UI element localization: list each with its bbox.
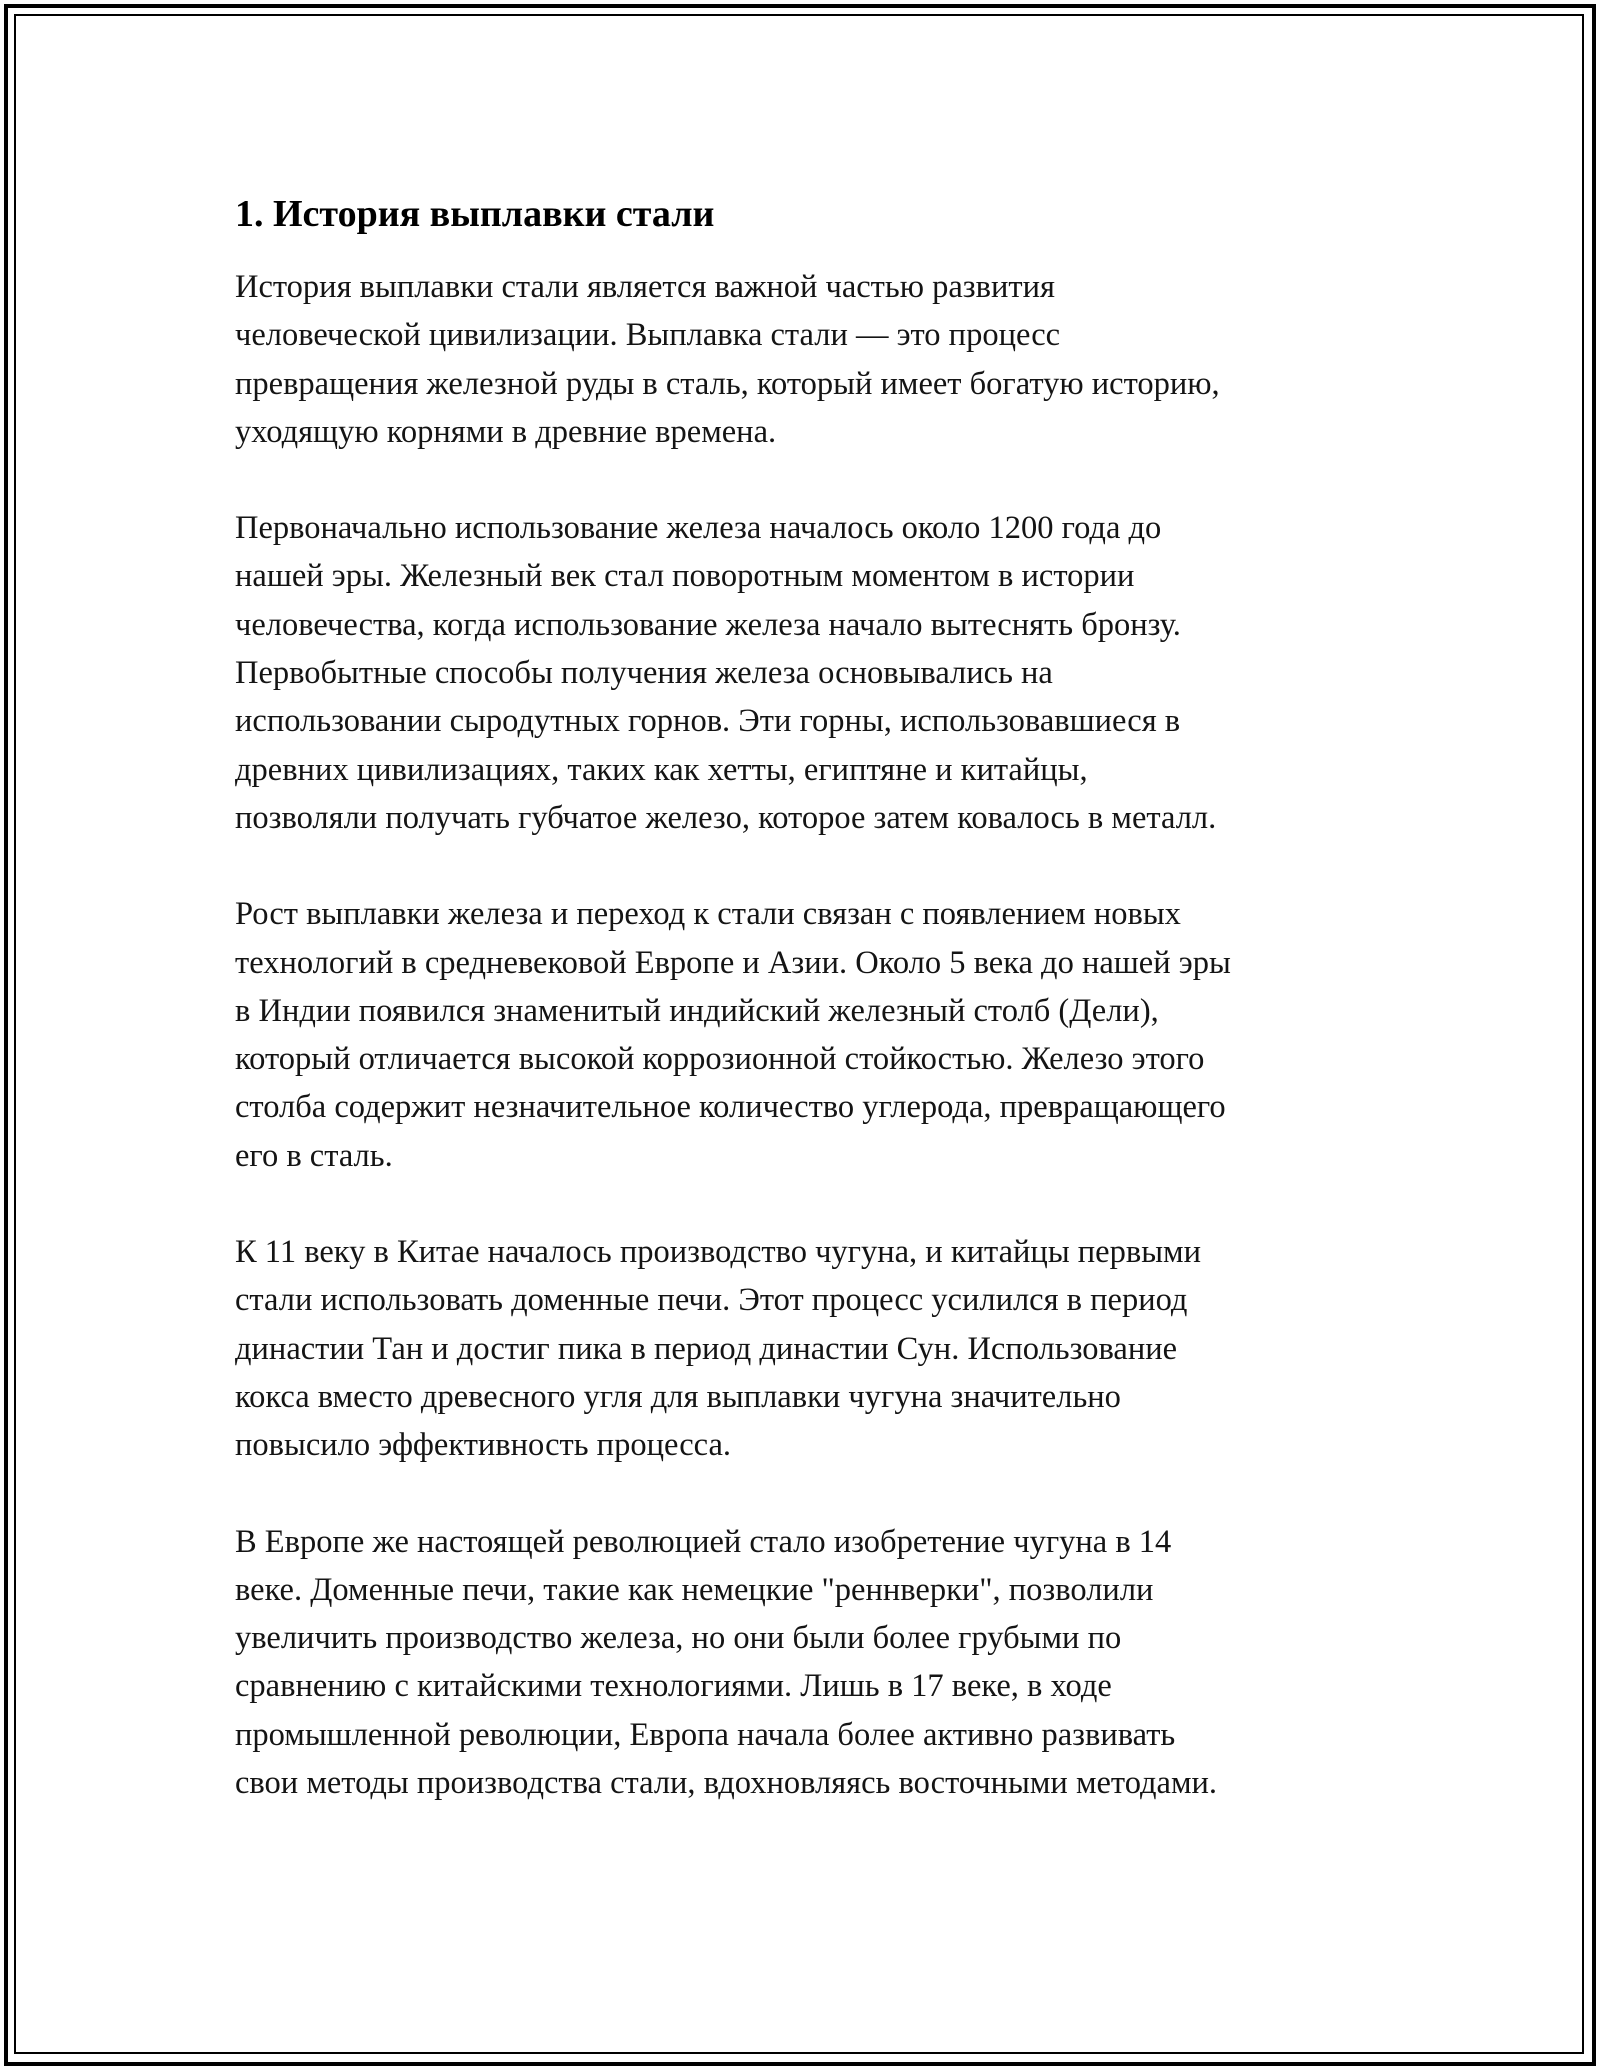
paragraph-iron-age: Первоначально использование железа началось около 1200 года до нашей эры. Железный век стал поворотным моментом в истории человечества, когда использование железа начало вытеснять бронзу. Первобытные способы получения железа основывались на использовании сыродутных горнов. Эти горны, использовавшиеся в древних цивилизациях, таких как хетты, египтяне и китайцы, позволяли получать губчатое железо, которое затем ковалось в металл.: [235, 510, 1217, 836]
paragraph-medieval-steel: Рост выплавки железа и переход к стали связан с появлением новых технологий в средневековой Европе и Азии. Около 5 века до нашей эры в Индии появился знаменитый индийский железный столб (Дели), который отличается высокой коррозионной стойкостью. Железо этого столба содержит незначительное количество углерода, превращающего его в сталь.: [235, 896, 1231, 1174]
section-heading: 1. История выплавки стали: [235, 193, 715, 235]
paragraph-europe-revolution: В Европе же настоящей революцией стало изобретение чугуна в 14 веке. Доменные печи, такие как немецкие "реннверки", позволили увеличить производство железа, но они были более грубыми по сравнению с китайскими технологиями. Лишь в 17 веке, в ходе промышленной революции, Европа начала более активно развивать свои методы производства стали, вдохновляясь восточными методами.: [235, 1523, 1218, 1802]
paragraph-intro: История выплавки стали является важной частью развития человеческой цивилизации. Выплавка стали — это процесс превращения железной руды в сталь, который имеет богатую историю, уходящую корнями в древние времена.: [235, 269, 1220, 450]
document-body: [235, 185, 1375, 1807]
paragraph-china-cast-iron: К 11 веку в Китае началось производство чугуна, и китайцы первыми стали использовать доменные печи. Этот процесс усилился в период династии Тан и достиг пика в период династии Сун. Использование кокса вместо древесного угля для выплавки чугуна значительно повысило эффективность процесса.: [235, 1234, 1201, 1464]
